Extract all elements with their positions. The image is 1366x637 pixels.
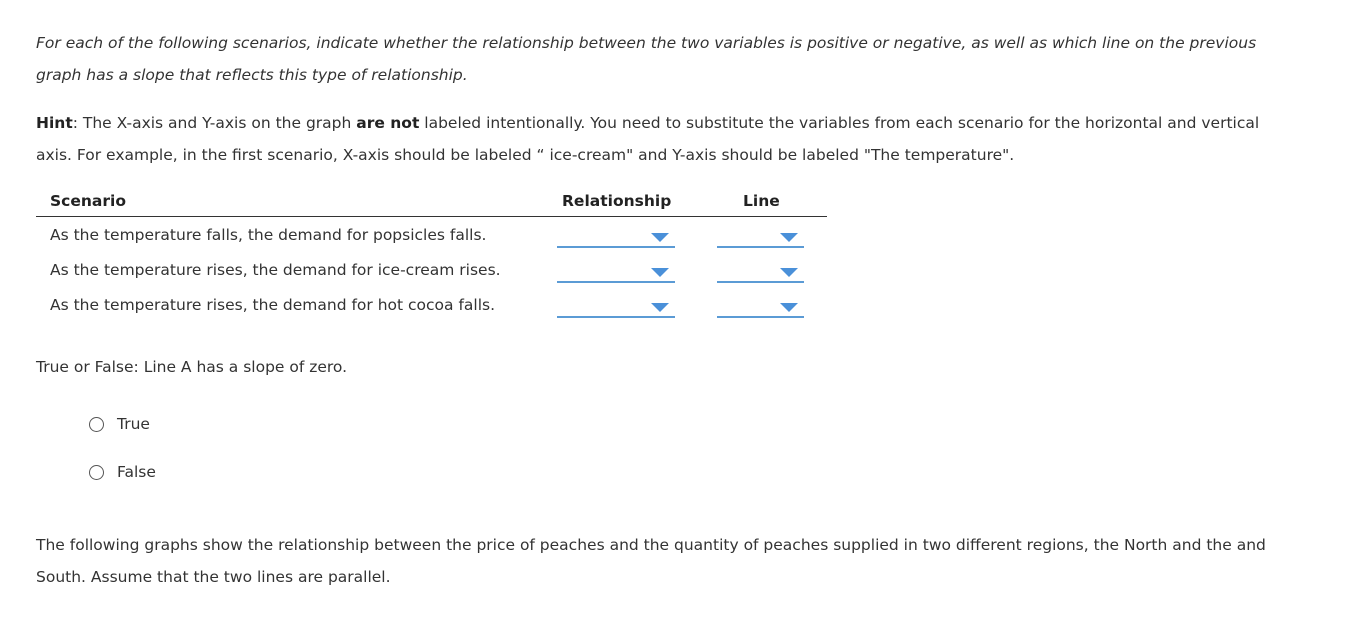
radio-label: True: [117, 415, 150, 433]
radio-label: False: [117, 463, 156, 481]
table-row: [36, 217, 827, 252]
table-header: [36, 186, 827, 217]
hint-part-2: labeled intentionally. You need to substitute the variables from each scenario for the horizontal and vertical axis. For example, in the first scenario, X-axis should be labeled “ ice-cream" and Y-axis should be labeled "The temperature".: [36, 114, 1260, 164]
radio-button[interactable]: [89, 417, 104, 432]
table-row: [36, 287, 827, 322]
hint-label: Hint: [36, 114, 73, 132]
hint-text: [36, 107, 1296, 171]
line-dropdown[interactable]: [717, 299, 804, 318]
true-false-question: True or False: Line A has a slope of zero.: [36, 358, 348, 376]
chevron-down-icon: [651, 303, 669, 312]
header-line: Line: [743, 192, 780, 210]
chevron-down-icon: [780, 303, 798, 312]
scenario-text: As the temperature rises, the demand for ice-cream rises.: [50, 261, 501, 279]
relationship-dropdown[interactable]: [557, 299, 675, 318]
scenario-table: [36, 186, 827, 322]
radio-option-true[interactable]: [89, 414, 150, 434]
chevron-down-icon: [651, 268, 669, 277]
hint-part-1: : The X-axis and Y-axis on the graph: [72, 114, 357, 132]
chevron-down-icon: [780, 268, 798, 277]
instructions-text: For each of the following scenarios, indicate whether the relationship between the two variables is positive or negative, as well as which line on the previous graph has a slope that reflects this type of relationship.: [36, 34, 1257, 84]
relationship-dropdown[interactable]: [557, 264, 675, 283]
chevron-down-icon: [780, 233, 798, 242]
table-row: [36, 252, 827, 287]
radio-option-false[interactable]: [89, 462, 156, 482]
header-relationship: Relationship: [562, 192, 672, 210]
line-dropdown[interactable]: [717, 264, 804, 283]
hint-emphasis: are not: [356, 114, 420, 132]
relationship-dropdown[interactable]: [557, 229, 675, 248]
header-scenario: Scenario: [50, 192, 126, 210]
radio-button[interactable]: [89, 465, 104, 480]
scenario-text: As the temperature falls, the demand for popsicles falls.: [50, 226, 487, 244]
graphs-intro-text: The following graphs show the relationship between the price of peaches and the quantity of peaches supplied in two different regions, the North and the and South. Assume that the two lines are parallel.: [36, 536, 1266, 586]
line-dropdown[interactable]: [717, 229, 804, 248]
scenario-text: As the temperature rises, the demand for hot cocoa falls.: [50, 296, 496, 314]
chevron-down-icon: [651, 233, 669, 242]
